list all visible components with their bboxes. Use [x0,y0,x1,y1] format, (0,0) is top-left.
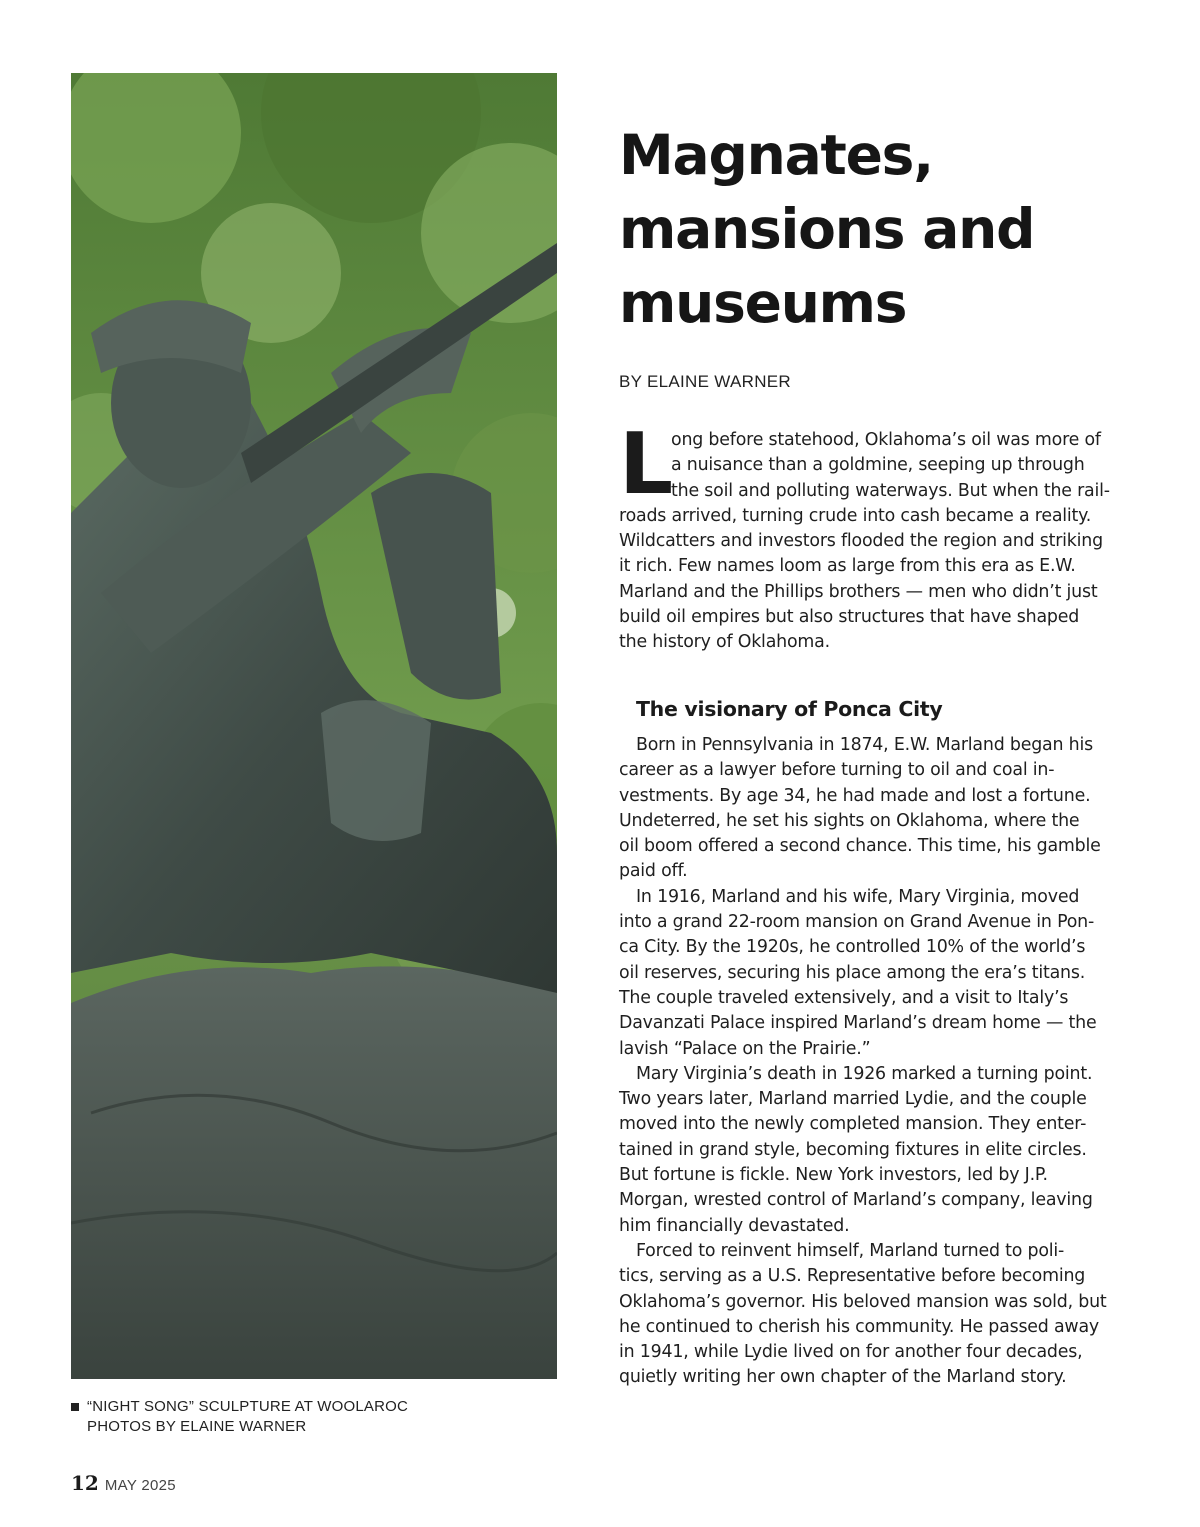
text-line: tained in grand style, becoming fixtures in elite circles. [619,1139,1087,1160]
text-line: oil boom offered a second chance. This time, his gamble [619,836,1101,857]
text-line: it rich. Few names loom as large from this era as E.W. [619,556,1076,577]
text-line: Morgan, wrested control of Marland’s company, leaving [619,1190,1093,1211]
text-line: he continued to cherish his community. He passed away [619,1316,1099,1337]
headline-line: mansions and [619,197,1035,261]
text-line: In 1916, Marland and his wife, Mary Virginia, moved [636,886,1080,907]
intro-paragraph [619,415,1129,656]
text-line: him financially devastated. [619,1215,850,1236]
headline-line: Magnates, [619,123,933,187]
text-line: ong before statehood, Oklahoma’s oil was more of [671,430,1101,450]
text-line: Oklahoma’s governor. His beloved mansion was sold, but [619,1291,1107,1312]
caption-bullet [71,1403,79,1411]
text-line: in 1941, while Lydie lived on for another four decades, [619,1342,1083,1363]
text-line: a nuisance than a goldmine, seeping up through [671,455,1085,476]
text-line: career as a lawyer before turning to oil and coal in- [619,760,1055,781]
section-subhead: The visionary of Ponca City [636,697,943,721]
text-line: lavish “Palace on the Prairie.” [619,1038,871,1059]
text-line: quietly writing her own chapter of the Marland story. [619,1367,1067,1388]
text-line: Davanzati Palace inspired Marland’s dream home — the [619,1013,1097,1034]
byline: BY ELAINE WARNER [619,372,792,391]
text-line: Undeterred, he set his sights on Oklahoma, where the [619,810,1080,831]
caption-title: “NIGHT SONG” SCULPTURE AT WOOLAROC [87,1398,409,1415]
article-headline [619,118,1159,340]
text-line: Mary Virginia’s death in 1926 marked a turning point. [636,1063,1093,1084]
text-line: The couple traveled extensively, and a visit to Italy’s [619,987,1069,1008]
text-line: Born in Pennsylvania in 1874, E.W. Marland began his [636,735,1093,755]
text-line: tics, serving as a U.S. Representative before becoming [619,1266,1086,1287]
text-line: oil reserves, securing his place among the era’s titans. [619,962,1086,983]
text-line: the soil and polluting waterways. But when the rail- [671,480,1110,501]
photo-credit: PHOTOS BY ELAINE WARNER [87,1418,307,1435]
issue-date: MAY 2025 [104,1477,176,1494]
text-line: roads arrived, turning crude into cash became a reality. [619,505,1092,526]
body-text [619,733,1129,1391]
page-number: 12 [71,1471,99,1495]
text-line: But fortune is fickle. New York investors, led by J.P. [619,1165,1048,1186]
text-line: build oil empires but also structures that have shaped [619,607,1080,628]
headline-line: museums [619,271,907,335]
sculpture-illustration [71,73,557,1379]
text-line: Marland and the Phillips brothers — men who didn’t just [619,581,1098,602]
text-line: Forced to reinvent himself, Marland turned to poli- [636,1240,1065,1261]
text-line: Two years later, Marland married Lydie, and the couple [619,1089,1087,1110]
text-line: paid off. [619,861,688,882]
sculpture-photo [71,73,557,1379]
text-line: the history of Oklahoma. [619,632,830,653]
text-line: vestments. By age 34, he had made and lost a fortune. [619,785,1091,806]
text-line: ca City. By the 1920s, he controlled 10% of the world’s [619,937,1086,958]
drop-cap: L [619,415,674,514]
text-line: moved into the newly completed mansion. They enter- [619,1114,1087,1135]
text-line: into a grand 22-room mansion on Grand Avenue in Pon- [619,912,1095,933]
text-line: Wildcatters and investors flooded the region and striking [619,531,1103,552]
photo-caption [71,1397,491,1437]
page-footer [71,1471,176,1495]
